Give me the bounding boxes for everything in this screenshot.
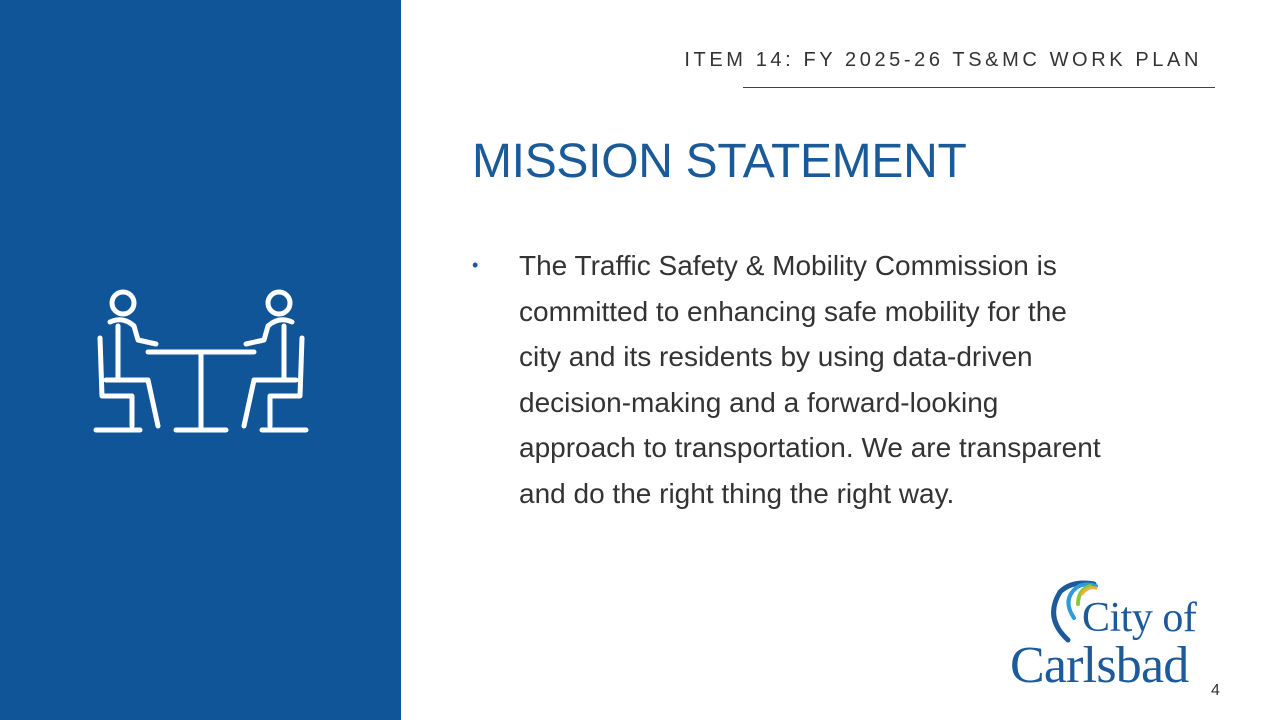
mission-line: decision-making and a forward-looking <box>519 386 999 418</box>
slide-title: MISSION STATEMENT <box>472 135 967 188</box>
page-number: 4 <box>1211 682 1220 699</box>
bullet-dot-icon: • <box>472 255 479 275</box>
header-divider <box>743 87 1215 88</box>
logo-text-carlsbad: Carlsbad <box>1010 637 1189 694</box>
logo-text-city-of: City of <box>1082 595 1197 641</box>
meeting-people-table-icon <box>92 286 310 436</box>
mission-statement-text <box>519 243 1219 517</box>
mission-line: city and its residents by using data-driven <box>519 341 1033 373</box>
left-panel <box>0 0 401 720</box>
mission-line: and do the right thing the right way. <box>519 477 955 509</box>
city-of-carlsbad-logo <box>1008 578 1208 694</box>
mission-line: committed to enhancing safe mobility for the <box>519 295 1067 327</box>
mission-line: approach to transportation. We are transparent <box>519 432 1101 464</box>
mission-line: The Traffic Safety & Mobility Commission is <box>519 250 1057 281</box>
agenda-item-header: ITEM 14: FY 2025-26 TS&MC WORK PLAN <box>684 49 1202 71</box>
